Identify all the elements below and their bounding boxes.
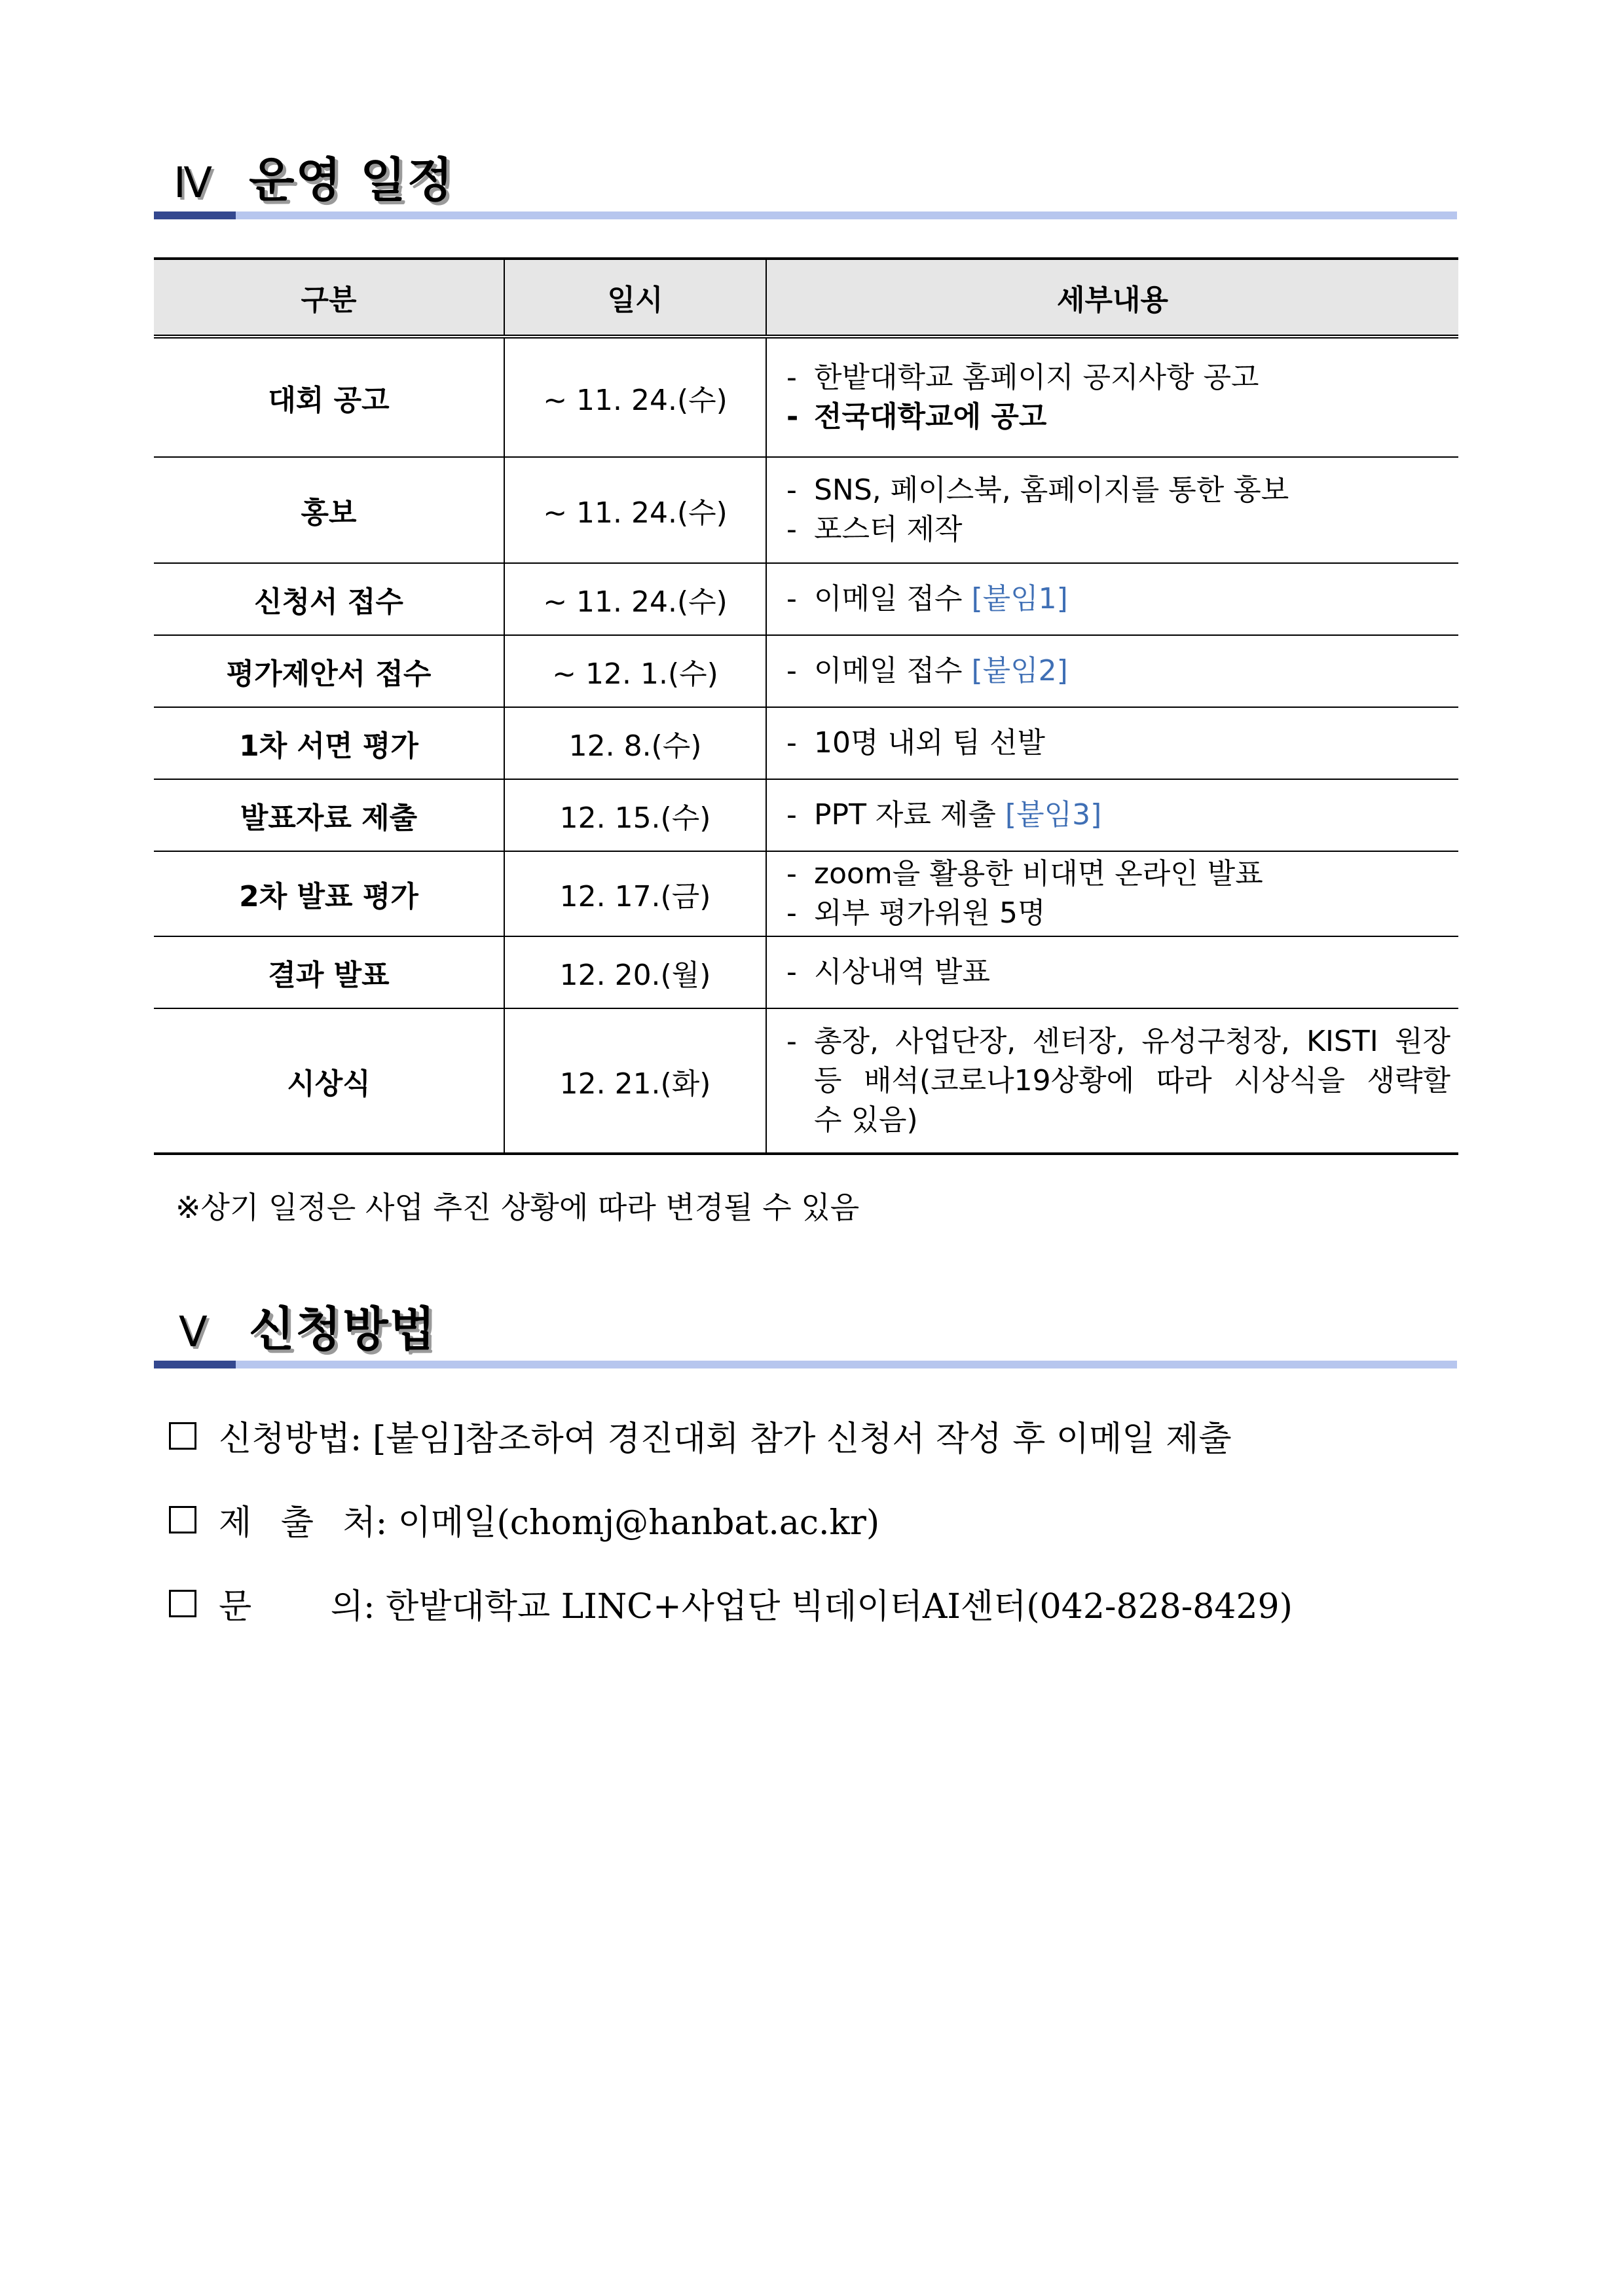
- row-details: [766, 779, 1458, 851]
- detail-line: [786, 953, 1450, 992]
- detail-line: [786, 652, 1450, 691]
- section-5-rule-accent: [154, 1361, 236, 1368]
- detail-line: [786, 397, 1450, 437]
- row-date: 12. 17.(금): [504, 851, 766, 936]
- table-row: [154, 851, 1458, 936]
- apply-submit-value: 이메일(chomj@hanbat.ac.kr): [387, 1503, 880, 1543]
- schedule-note: ※상기 일정은 사업 추진 상황에 따라 변경될 수 있음: [175, 1190, 860, 1225]
- bullet-dash: -: [786, 473, 797, 507]
- detail-line: [786, 796, 1450, 835]
- bullet-indent: [786, 1101, 814, 1140]
- detail-line: [786, 1022, 1450, 1061]
- row-details: [766, 936, 1458, 1008]
- detail-line: [786, 724, 1450, 763]
- row-details: [766, 707, 1458, 779]
- row-category: 시상식: [154, 1008, 504, 1154]
- detail-text: 외부 평가위원 5명: [814, 896, 1046, 930]
- row-category: 홍보: [154, 457, 504, 563]
- bullet-dash: -: [786, 726, 797, 760]
- section-5-heading: [154, 1303, 1457, 1368]
- bullet-dash: -: [786, 361, 797, 394]
- row-category: 대회 공고: [154, 337, 504, 457]
- apply-submit-label: 제 출 처:: [219, 1503, 388, 1543]
- attachment-ref: [붙임1]: [971, 582, 1068, 615]
- detail-text: 등 배석(코로나19상황에 따라 시상식을 생략할: [814, 1063, 1450, 1097]
- bullet-dash: -: [786, 654, 797, 688]
- detail-text: 수 있음): [814, 1103, 918, 1137]
- row-details: [766, 563, 1458, 635]
- attachment-ref: [붙임3]: [1005, 798, 1102, 832]
- table-header-row: [154, 259, 1458, 337]
- detail-line: [786, 894, 1450, 933]
- table-row: [154, 707, 1458, 779]
- table-row: [154, 779, 1458, 851]
- detail-text: 이메일 접수: [814, 654, 972, 688]
- row-details: [766, 337, 1458, 457]
- apply-method-text: 신청방법: [붙임]참조하여 경진대회 참가 신청서 작성 후 이메일 제출: [219, 1420, 1232, 1459]
- checkbox-icon: [169, 1506, 196, 1533]
- bullet-dash: -: [786, 1024, 797, 1058]
- row-date: ~ 11. 24.(수): [504, 457, 766, 563]
- detail-text: 포스터 제작: [814, 513, 963, 546]
- bullet-indent: [786, 1061, 814, 1101]
- row-date: ~ 12. 1.(수): [504, 635, 766, 707]
- detail-text: 총장, 사업단장, 센터장, 유성구청장, KISTI 원장: [814, 1024, 1450, 1058]
- section-4-heading: [154, 154, 1457, 219]
- row-date: 12. 8.(수): [504, 707, 766, 779]
- detail-text: 이메일 접수: [814, 582, 972, 615]
- table-row: [154, 936, 1458, 1008]
- row-details: [766, 1008, 1458, 1154]
- table-row: [154, 1008, 1458, 1154]
- section-5-rule: [154, 1361, 1457, 1368]
- detail-line: [786, 510, 1450, 549]
- row-category: 1차 서면 평가: [154, 707, 504, 779]
- detail-text: zoom을 활용한 비대면 온라인 발표: [814, 857, 1263, 890]
- detail-text: PPT 자료 제출: [814, 798, 1005, 832]
- detail-line: [786, 1061, 1450, 1101]
- attachment-ref: [붙임2]: [971, 654, 1068, 688]
- table-row: [154, 457, 1458, 563]
- section-4-rule-accent: [154, 211, 236, 219]
- table-row: [154, 337, 1458, 457]
- detail-text: 시상내역 발표: [814, 955, 991, 989]
- header-category: 구분: [154, 259, 504, 337]
- row-date: 12. 20.(월): [504, 936, 766, 1008]
- apply-contact-value: 한밭대학교 LINC+사업단 빅데이터AI센터(042-828-8429): [375, 1587, 1293, 1626]
- apply-contact-label: 문 의:: [219, 1587, 375, 1626]
- detail-text: 10명 내외 팀 선발: [814, 726, 1045, 760]
- row-date: 12. 15.(수): [504, 779, 766, 851]
- row-category: 발표자료 제출: [154, 779, 504, 851]
- section-4-roman: Ⅳ: [174, 159, 213, 208]
- row-category: 신청서 접수: [154, 563, 504, 635]
- bullet-dash: -: [786, 857, 797, 890]
- detail-line: [786, 358, 1450, 397]
- schedule-table: [154, 257, 1458, 1155]
- row-details: [766, 457, 1458, 563]
- bullet-dash: -: [786, 896, 797, 930]
- bullet-dash: -: [786, 400, 799, 433]
- section-4-rule: [154, 211, 1457, 219]
- checkbox-icon: [169, 1590, 196, 1617]
- apply-submit-item: [169, 1495, 879, 1544]
- section-5-roman: Ⅴ: [179, 1308, 208, 1357]
- bullet-dash: -: [786, 955, 797, 989]
- table-row: [154, 563, 1458, 635]
- row-details: [766, 635, 1458, 707]
- apply-contact-item: [169, 1579, 1293, 1628]
- row-date: 12. 21.(화): [504, 1008, 766, 1154]
- row-category: 평가제안서 접수: [154, 635, 504, 707]
- table-row: [154, 635, 1458, 707]
- row-category: 결과 발표: [154, 936, 504, 1008]
- checkbox-icon: [169, 1422, 196, 1450]
- apply-method-item: [169, 1411, 1232, 1460]
- bullet-dash: -: [786, 513, 797, 546]
- row-details: [766, 851, 1458, 936]
- section-5-title: 신청방법: [249, 1302, 437, 1357]
- detail-line: [786, 579, 1450, 619]
- detail-text: 한밭대학교 홈페이지 공지사항 공고: [814, 361, 1259, 394]
- detail-line: [786, 471, 1450, 510]
- row-date: ~ 11. 24.(수): [504, 563, 766, 635]
- section-4-title: 운영 일정: [249, 153, 454, 208]
- detail-line: [786, 854, 1450, 894]
- bullet-dash: -: [786, 582, 797, 615]
- header-date: 일시: [504, 259, 766, 337]
- header-details: 세부내용: [766, 259, 1458, 337]
- row-category: 2차 발표 평가: [154, 851, 504, 936]
- row-date: ~ 11. 24.(수): [504, 337, 766, 457]
- bullet-dash: -: [786, 798, 797, 832]
- detail-text: SNS, 페이스북, 홈페이지를 통한 홍보: [814, 473, 1289, 507]
- detail-line: [786, 1101, 1450, 1140]
- detail-text: 전국대학교에 공고: [814, 400, 1047, 433]
